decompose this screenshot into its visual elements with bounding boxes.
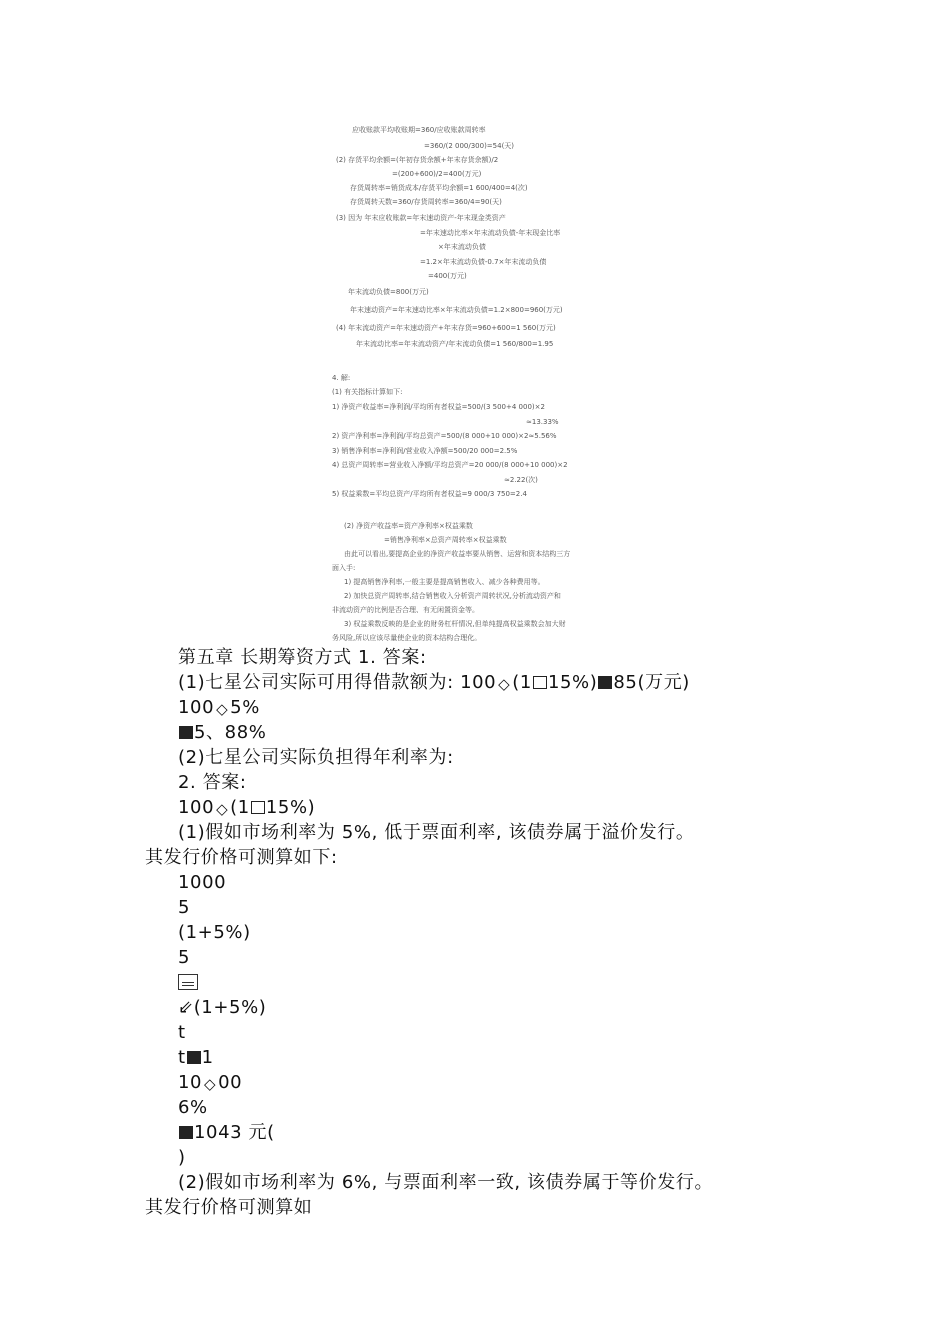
scan-line: 存货周转率=销货成本/存货平均余额=1 600/400=4(次): [350, 184, 528, 192]
text-segment: 15%): [547, 672, 598, 693]
text-segment: 85(万元): [613, 672, 690, 693]
scan-line: =年末速动比率×年末流动负债-年末现金比率: [420, 229, 561, 237]
equals-glyph-icon: [179, 726, 193, 739]
scan-line: (4) 年末流动资产=年末速动资产+年末存货=960+600=1 560(万元): [336, 324, 556, 332]
text-line: 其发行价格可测算如: [145, 1197, 313, 1218]
scan-line: ≈13.33%: [526, 418, 559, 426]
scan-line: =(200+600)/2=400(万元): [392, 170, 482, 178]
text-segment: 1043 元(: [194, 1122, 275, 1143]
scan-line: =销售净利率×总资产周转率×权益乘数: [384, 536, 507, 544]
text-line: [178, 721, 266, 745]
text-line: 2. 答案:: [178, 772, 247, 793]
text-line: 6%: [178, 1097, 208, 1118]
scan-line: 年末流动比率=年末流动资产/年末流动负债=1 560/800=1.95: [356, 340, 554, 348]
scan-line: 存货周转天数=360/存货周转率=360/4=90(天): [350, 198, 502, 206]
text-line: (1)假如市场利率为 5%, 低于票面利率, 该债券属于溢价发行。: [178, 822, 695, 843]
scan-line: (1) 有关指标计算如下:: [332, 388, 403, 396]
text-segment: (1: [512, 672, 532, 693]
text-line: [178, 796, 315, 820]
fraction-box-icon: [178, 974, 198, 990]
scan-line: 3) 权益乘数反映的是企业的财务杠杆情况,但单纯提高权益乘数会加大财: [344, 620, 566, 628]
scan-line: 3) 销售净利率=净利润/营业收入净额=500/20 000=2.5%: [332, 447, 518, 455]
text-segment: t: [178, 1047, 186, 1068]
scanned-answer-image: [328, 118, 628, 648]
text-segment: (1: [230, 797, 250, 818]
scan-line: ×年末流动负债: [438, 243, 486, 251]
text-segment: 00: [218, 1072, 243, 1093]
equals-glyph-icon: [598, 676, 612, 689]
scan-line: 年末速动资产=年末速动比率×年末流动负债=1.2×800=960(万元): [350, 306, 563, 314]
text-line: ): [178, 1147, 186, 1168]
scan-line: ≈2.22(次): [504, 476, 538, 484]
multiply-glyph-icon: ◇: [204, 1075, 217, 1093]
text-segment: 1: [201, 1047, 214, 1068]
scan-line: =1.2×年末流动负债-0.7×年末流动负债: [420, 258, 547, 266]
scan-line: 1) 提高销售净利率,一般主要是提高销售收入、减少各种费用等。: [344, 578, 545, 586]
text-line: [178, 671, 690, 695]
scan-line: =400(万元): [428, 272, 467, 280]
scan-line: 面入手:: [332, 564, 356, 572]
scan-line: (2) 存货平均余额=(年初存货余额+年末存货余额)/2: [336, 156, 499, 164]
text-segment: (1)七星公司实际可用得借款额为: 100: [178, 672, 497, 693]
text-line: t: [178, 1022, 186, 1043]
text-line: [178, 973, 198, 997]
scan-line: (3) 因为 年末应收账款=年末速动资产-年末现金类资产: [336, 214, 506, 222]
scan-line: 务风险,所以应该尽量使企业的资本结构合理化。: [332, 634, 482, 642]
text-line: [178, 1046, 214, 1070]
scan-line: (2) 净资产收益率=资产净利率×权益乘数: [344, 522, 473, 530]
text-segment: 15%): [265, 797, 316, 818]
text-line: [178, 696, 260, 720]
text-line: [178, 996, 266, 1020]
scan-line: 非流动资产的比例是否合理、有无闲置资金等。: [332, 606, 479, 614]
chapter-heading: 第五章 长期筹资方式 1. 答案:: [178, 647, 427, 668]
text-segment: 5、88%: [194, 722, 267, 743]
scan-line: 由此可以看出,要提高企业的净资产收益率要从销售、运营和资本结构三方: [344, 550, 571, 558]
minus-glyph-icon: [533, 676, 547, 689]
text-line: 5: [178, 947, 191, 968]
minus-glyph-icon: [251, 801, 265, 814]
text-line: [178, 1071, 242, 1095]
scan-line: 4. 解:: [332, 374, 351, 382]
equals-glyph-icon: [179, 1126, 193, 1139]
multiply-glyph-icon: ◇: [216, 700, 229, 718]
text-line: 1000: [178, 872, 227, 893]
scan-line: 1) 净资产收益率=净利润/平均所有者权益=500/(3 500+4 000)×2: [332, 403, 545, 411]
scan-line: 4) 总资产周转率=营业收入净额/平均总资产=20 000/(8 000+10 000)×2: [332, 461, 568, 469]
text-segment: 10: [178, 1072, 203, 1093]
text-line: (2)七星公司实际负担得年利率为:: [178, 747, 454, 768]
scan-line: 2) 加快总资产周转率,结合销售收入分析资产周转状况,分析流动资产和: [344, 592, 561, 600]
text-line: 5: [178, 897, 191, 918]
text-segment: (1+5%): [193, 997, 267, 1018]
text-line: [178, 1121, 275, 1145]
multiply-glyph-icon: ◇: [498, 675, 511, 693]
sum-arrow-icon: ⇙: [178, 997, 194, 1018]
text-line: (2)假如市场利率为 6%, 与票面利率一致, 该债券属于等价发行。: [178, 1172, 714, 1193]
equals-glyph-icon: [187, 1051, 201, 1064]
text-segment: 100: [178, 797, 215, 818]
text-line: 其发行价格可测算如下:: [145, 847, 338, 868]
multiply-glyph-icon: ◇: [216, 800, 229, 818]
text-segment: 5%: [230, 697, 260, 718]
scan-line: 2) 资产净利率=净利润/平均总资产=500/(8 000+10 000)×2≈5.56%: [332, 432, 557, 440]
scan-line: 应收账款平均收账期=360/应收账款周转率: [352, 126, 486, 134]
scan-line: 年末流动负债=800(万元): [348, 288, 429, 296]
text-line: (1+5%): [178, 922, 251, 943]
text-segment: 100: [178, 697, 215, 718]
scan-line: 5) 权益乘数=平均总资产/平均所有者权益=9 000/3 750=2.4: [332, 490, 527, 498]
scan-line: =360/(2 000/300)=54(天): [424, 142, 515, 150]
